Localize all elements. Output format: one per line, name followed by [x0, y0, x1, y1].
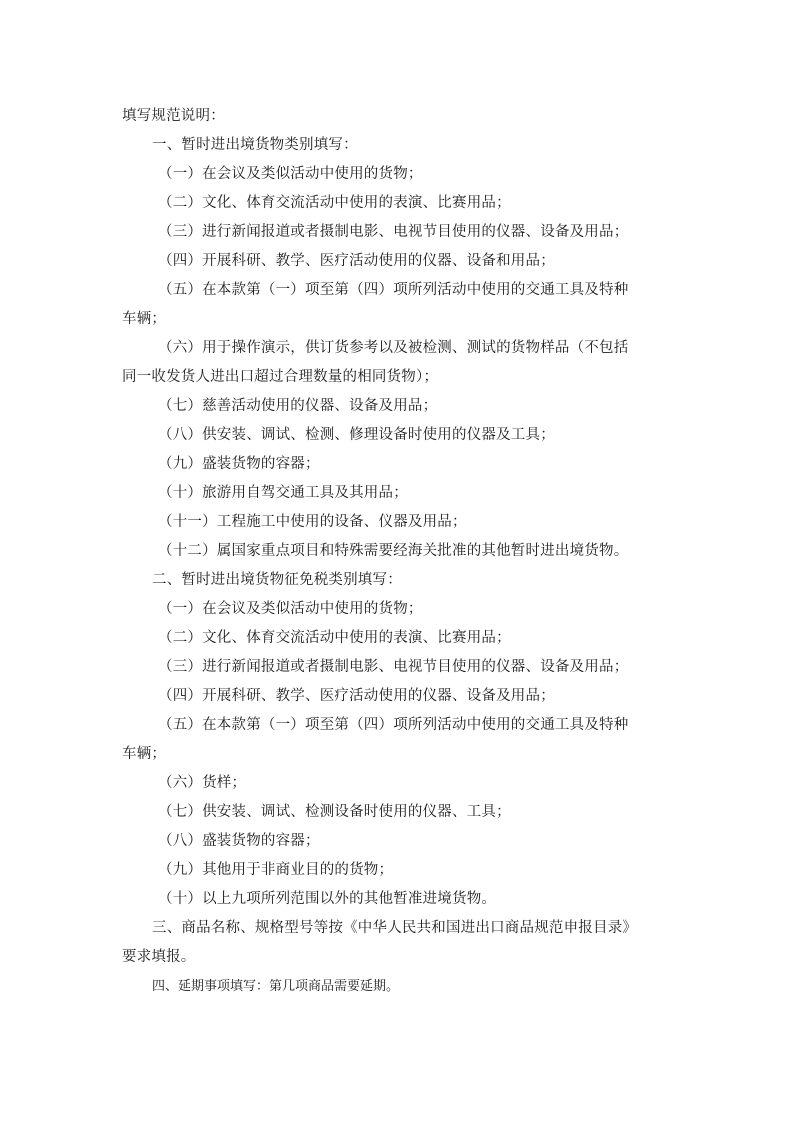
section1-item: （四）开展科研、教学、医疗活动使用的仪器、设备和用品； — [158, 253, 555, 269]
section3-line: 三、商品名称、规格型号等按《中华人民共和国进出口商品规范申报目录》 — [152, 920, 638, 936]
section1-item: （十二）属国家重点项目和特殊需要经海关批准的其他暂时进出境货物。 — [158, 543, 629, 559]
section2-item: （七）供安装、调试、检测设备时使用的仪器、工具； — [158, 804, 511, 820]
section2-item: （四）开展科研、教学、医疗活动使用的仪器、设备及用品； — [158, 688, 555, 704]
section2-item: （一）在会议及类似活动中使用的货物； — [158, 601, 423, 617]
document-body — [122, 102, 682, 1001]
section1-item: （九）盛装货物的容器； — [158, 456, 320, 472]
section1-heading: 一、暂时进出境货物类别填写： — [152, 137, 358, 153]
section2-item: （二）文化、体育交流活动中使用的表演、比赛用品； — [158, 630, 511, 646]
section1-item: （十）旅游用自驾交通工具及其用品； — [158, 485, 408, 501]
section1-item: （八）供安装、调试、检测、修理设备时使用的仪器及工具； — [158, 427, 555, 443]
section2-item: （五）在本款第（一）项至第（四）项所列活动中使用的交通工具及特种 — [158, 717, 629, 733]
section2-item-continuation: 车辆； — [122, 746, 167, 762]
section1-item: （一）在会议及类似活动中使用的货物； — [158, 166, 423, 182]
section2-item: （三）进行新闻报道或者摄制电影、电视节目使用的仪器、设备及用品； — [158, 659, 629, 675]
section1-item: （五）在本款第（一）项至第（四）项所列活动中使用的交通工具及特种 — [158, 282, 629, 298]
section1-item: （三）进行新闻报道或者摄制电影、电视节目使用的仪器、设备及用品； — [158, 224, 629, 240]
section2-item: （十）以上九项所列范围以外的其他暂准进境货物。 — [158, 891, 497, 907]
section4-line: 四、延期事项填写：第几项商品需要延期。 — [152, 979, 400, 994]
section2-item: （六）货样； — [158, 775, 247, 791]
section2-heading: 二、暂时进出境货物征免税类别填写： — [152, 572, 402, 588]
section1-item-continuation: 车辆； — [122, 311, 167, 327]
section1-item: （十一）工程施工中使用的设备、仪器及用品； — [158, 514, 467, 530]
section2-item: （八）盛装货物的容器； — [158, 833, 320, 849]
section2-item: （九）其他用于非商业目的的货物； — [158, 862, 394, 878]
document-title: 填写规范说明： — [122, 108, 225, 124]
section1-item: （二）文化、体育交流活动中使用的表演、比赛用品； — [158, 195, 511, 211]
section1-item: （七）慈善活动使用的仪器、设备及用品； — [158, 398, 438, 414]
section3-continuation: 要求填报。 — [122, 949, 196, 965]
section1-item-continuation: 同一收发货人进出口超过合理数量的相同货物）； — [122, 369, 439, 385]
section1-item: （六）用于操作演示，供订货参考以及被检测、测试的货物样品（不包括 — [158, 340, 629, 356]
